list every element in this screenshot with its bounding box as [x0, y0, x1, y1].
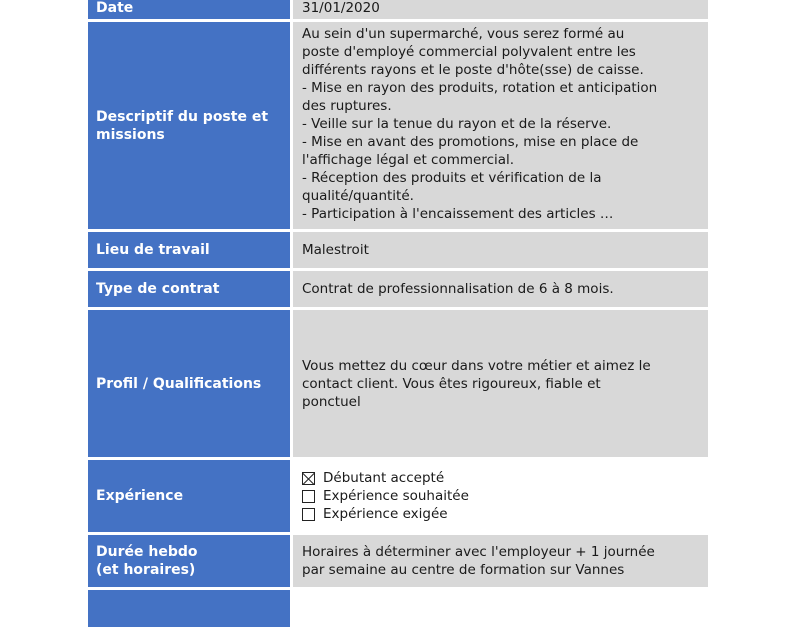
row-duree	[88, 535, 708, 590]
experience-options	[302, 469, 469, 523]
checked-box-icon[interactable]	[302, 472, 315, 485]
description-line: - Mise en avant des promotions, mise en place de	[302, 134, 639, 150]
value-next-partial	[293, 590, 708, 627]
description-line: - Veille sur la tenue du rayon et de la réserve.	[302, 116, 612, 132]
value-profil	[293, 310, 708, 457]
row-experience	[88, 460, 708, 535]
option-label: Débutant accepté	[323, 470, 445, 486]
value-description	[293, 22, 708, 229]
description-line: des ruptures.	[302, 98, 392, 114]
duree-line: par semaine au centre de formation sur Vannes	[302, 562, 625, 578]
description-line: l'affichage légal et commercial.	[302, 152, 515, 168]
profil-line: ponctuel	[302, 393, 361, 410]
value-duree	[293, 535, 708, 587]
value-contrat: Contrat de professionnalisation de 6 à 8 mois.	[293, 271, 708, 307]
option-debutant[interactable]	[302, 469, 469, 487]
row-lieu	[88, 232, 708, 271]
row-contrat	[88, 271, 708, 310]
option-label: Expérience souhaitée	[323, 488, 469, 504]
description-line: poste d'employé commercial polyvalent entre les	[302, 44, 636, 60]
row-profil	[88, 310, 708, 460]
label-experience: Expérience	[88, 460, 293, 532]
option-label: Expérience exigée	[323, 506, 448, 522]
description-lines	[302, 25, 657, 223]
value-experience	[293, 460, 708, 532]
empty-box-icon[interactable]	[302, 508, 315, 521]
label-duree	[88, 535, 293, 587]
description-line: différents rayons et le poste d'hôte(sse) de caisse.	[302, 62, 644, 78]
label-profil: Profil / Qualifications	[88, 310, 293, 457]
description-line: - Réception des produits et vérification de la	[302, 170, 602, 186]
label-duree-line: Durée hebdo	[96, 544, 198, 560]
profil-line: Vous mettez du cœur dans votre métier et aimez le	[302, 357, 651, 374]
row-date	[88, 0, 708, 22]
label-description: Descriptif du poste et missions	[88, 22, 293, 229]
label-next-partial	[88, 590, 293, 627]
label-lieu: Lieu de travail	[88, 232, 293, 268]
label-date: Date	[88, 0, 293, 19]
description-line: - Participation à l'encaissement des articles …	[302, 206, 614, 222]
description-line: qualité/quantité.	[302, 188, 414, 204]
description-line: - Mise en rayon des produits, rotation et anticipation	[302, 80, 658, 96]
description-line: Au sein d'un supermarché, vous serez formé au	[302, 26, 625, 42]
label-contrat: Type de contrat	[88, 271, 293, 307]
duree-lines	[302, 543, 655, 579]
row-next-partial	[88, 590, 708, 630]
duree-line: Horaires à déterminer avec l'employeur + 1 journée	[302, 544, 655, 560]
empty-box-icon[interactable]	[302, 490, 315, 503]
profil-lines	[302, 357, 651, 411]
option-souhaitee[interactable]	[302, 487, 469, 505]
value-date: 31/01/2020	[293, 0, 708, 19]
job-offer-table	[88, 0, 708, 630]
value-lieu: Malestroit	[293, 232, 708, 268]
label-duree-line: (et horaires)	[96, 562, 196, 578]
row-description	[88, 22, 708, 232]
option-exigee[interactable]	[302, 505, 469, 523]
profil-line: contact client. Vous êtes rigoureux, fiable et	[302, 375, 601, 392]
